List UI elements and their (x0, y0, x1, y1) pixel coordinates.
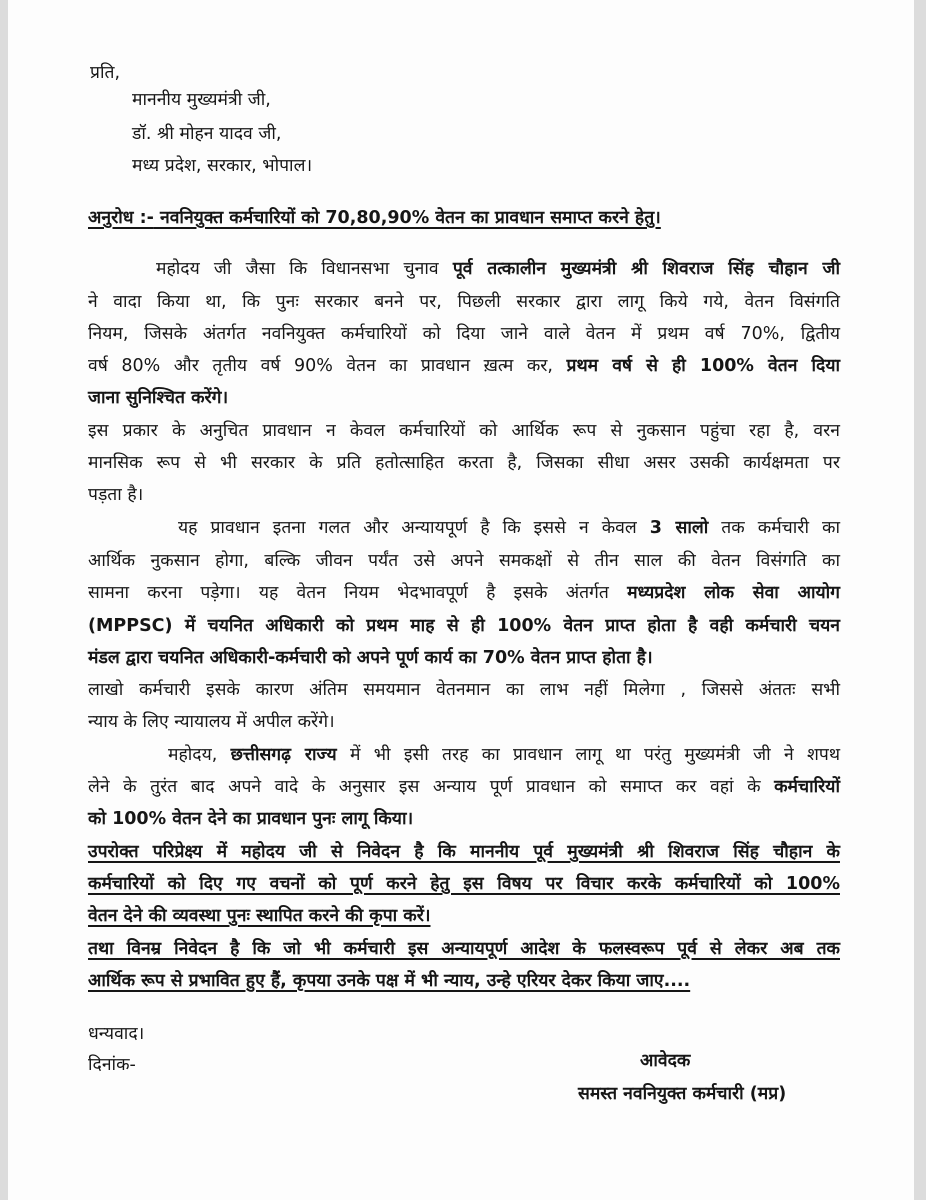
para2-line1: इस प्रकार के अनुचित प्रावधान न केवल कर्मचारियों को आर्थिक रूप से नुकसान पहुंचा रहा है, वरन (88, 421, 840, 441)
salutation-to: प्रति, (90, 63, 121, 83)
mppsc-text: मध्यप्रदेश लोक सेवा आयोग (627, 583, 840, 603)
recipient-address: मध्य प्रदेश, सरकार, भोपाल। (132, 156, 313, 176)
para5-line1 (88, 744, 840, 766)
para1-text: वर्ष 80% और तृतीय वर्ष 90% वेतन का प्रावधान ख़त्म कर, (88, 356, 567, 376)
thanks-text: धन्यवाद। (88, 1024, 145, 1044)
para4-line2: न्याय के लिए न्यायालय में अपील करेंगे। (88, 712, 335, 732)
para2-line2: मानसिक रूप से भी सरकार के प्रति हतोत्साहित करता है, जिसका सीधा असर उसकी कार्यक्षमता पर (88, 453, 840, 473)
para2-line3: पड़ता है। (88, 485, 144, 505)
signatory-text: समस्त नवनियुक्त कर्मचारी (मप्र) (578, 1084, 787, 1104)
para5-line3: को 100% वेतन देने का प्रावधान पुनः लागू किया। (88, 809, 414, 829)
subject-text: नवनियुक्त कर्मचारियों को 70,80,90% वेतन का प्रावधान समाप्त करने हेतु। (153, 208, 661, 228)
chhattisgarh-text: छत्तीसगढ़ राज्य (230, 745, 337, 765)
former-cm-name: पूर्व तत्कालीन मुख्यमंत्री श्री शिवराज सिंह चौहान जी (452, 259, 841, 279)
para1-line3: नियम, जिसके अंतर्गत नवनियुक्त कर्मचारियों को दिया जाने वाले वेतन में प्रथम वर्ष 70%, द्वितीय (88, 324, 840, 344)
para5-text: लेने के तुरंत बाद अपने वादे के अनुसार इस अन्याय पूर्ण प्रावधान को समाप्त कर वहां के (88, 777, 775, 797)
para1-line4 (88, 355, 840, 377)
request-line4: तथा विनम्र निवेदन है कि जो भी कर्मचारी इस अन्यायपूर्ण आदेश के फलस्वरूप पूर्व से लेकर अब तक (88, 939, 840, 959)
applicant-label: आवेदक (640, 1051, 691, 1071)
para3-line4: (MPPSC) में चयनित अधिकारी को प्रथम माह से ही 100% वेतन प्राप्त होता है वही कर्मचारी चयन (88, 616, 840, 636)
request-line2: कर्मचारियों को दिए गए वचनों को पूर्ण करने हेतु इस विषय पर विचार करके कर्मचारियों को 100% (88, 874, 840, 894)
para3-text: सामना करना पड़ेगा। यह वेतन नियम भेदभावपूर्ण है इसके अंतर्गत (88, 583, 628, 603)
para3-text: यह प्रावधान इतना गलत और अन्यायपूर्ण है कि इससे न केवल (178, 518, 650, 538)
recipient-title: माननीय मुख्यमंत्री जी, (132, 90, 271, 110)
para5-text: में भी इसी तरह का प्रावधान लागू था परंतु मुख्यमंत्री जी ने शपथ (336, 745, 840, 765)
years-text: 3 सालो (649, 518, 709, 538)
date-label: दिनांक- (88, 1055, 136, 1075)
para3-line2: आर्थिक नुकसान होगा, बल्कि जीवन पर्यंत उसे अपने समकक्षों से तीन साल की वेतन विसंगति का (88, 551, 840, 571)
recipient-name: डॉ. श्री मोहन यादव जी, (132, 124, 282, 144)
subject-label: अनुरोध :- (88, 208, 154, 228)
para5-text: महोदय, (168, 745, 231, 765)
para3-line5: मंडल द्वारा चयनित अधिकारी-कर्मचारी को अपने पूर्ण कार्य का 70% वेतन प्राप्त होता है। (88, 648, 653, 668)
request-line3: वेतन देने की व्यवस्था पुनः स्थापित करने की कृपा करें। (88, 906, 431, 926)
para3-line3 (88, 582, 840, 604)
para1-line5: जाना सुनिश्चित करेंगे। (88, 388, 229, 408)
para1-text: महोदय जी जैसा कि विधानसभा चुनाव (156, 259, 453, 279)
request-line5: आर्थिक रूप से प्रभावित हुए हैं, कृपया उनके पक्ष में भी न्याय, उन्हे एरियर देकर किया जाए.... (88, 971, 691, 991)
request-line1: उपरोक्त परिप्रेक्ष्य में महोदय जी से निवेदन है कि माननीय पूर्व मुख्यमंत्री श्री शिवराज सिंह चौहान के (88, 842, 840, 862)
para4-line1: लाखो कर्मचारी इसके कारण अंतिम समयमान वेतनमान का लाभ नहीं मिलेगा , जिससे अंततः सभी (88, 680, 840, 700)
para3-line1 (88, 517, 840, 539)
promise-text: प्रथम वर्ष से ही 100% वेतन दिया (566, 356, 841, 376)
para1-line2: ने वादा किया था, कि पुनः सरकार बनने पर, पिछली सरकार द्वारा लागू किये गये, वेतन विसंगति (88, 292, 840, 312)
para1-line1 (88, 258, 840, 280)
employees-text: कर्मचारियों (774, 777, 840, 797)
para5-line2 (88, 776, 840, 798)
subject-line (88, 207, 661, 229)
letter-page (8, 0, 914, 1200)
para3-text: तक कर्मचारी का (708, 518, 840, 538)
